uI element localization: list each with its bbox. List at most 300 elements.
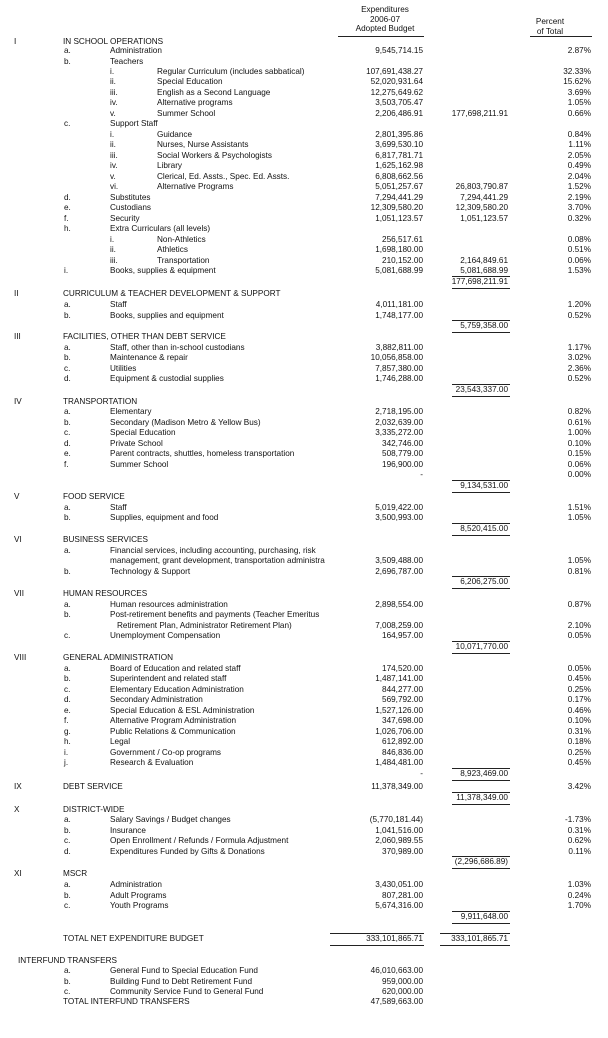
percent-cell: 1.03% bbox=[567, 880, 591, 889]
item-letter: a. bbox=[64, 600, 71, 609]
item-letter: c. bbox=[64, 119, 71, 128]
item-numeral: v. bbox=[110, 109, 116, 118]
item-numeral: iv. bbox=[110, 161, 118, 170]
amount-cell: 196,900.00 bbox=[382, 460, 423, 469]
amount-cell: 1,041,516.00 bbox=[375, 826, 423, 835]
item-label: Equipment & custodial supplies bbox=[110, 374, 224, 383]
amount-cell: 2,801,395.86 bbox=[375, 130, 423, 139]
item-numeral: iii. bbox=[110, 151, 118, 160]
item-letter: a. bbox=[64, 880, 71, 889]
item-letter: f. bbox=[64, 716, 69, 725]
item-letter: c. bbox=[64, 631, 71, 640]
subtotal-rule bbox=[452, 780, 510, 781]
percent-cell: 0.45% bbox=[567, 674, 591, 683]
item-label: Expenditures Funded by Gifts & Donations bbox=[110, 847, 265, 856]
header-line: Adopted Budget bbox=[355, 24, 415, 33]
amount-cell: 370,989.00 bbox=[382, 847, 423, 856]
section-heading: BUSINESS SERVICES bbox=[63, 535, 148, 544]
percent-cell: -1.73% bbox=[565, 815, 591, 824]
amount-cell: 5,051,257.67 bbox=[375, 182, 423, 191]
item-label: Elementary Education Administration bbox=[110, 685, 244, 694]
percent-cell: 3.70% bbox=[567, 203, 591, 212]
amount-cell: 52,020,931.64 bbox=[370, 77, 423, 86]
item-label: Salary Savings / Budget changes bbox=[110, 815, 231, 824]
subtotal-rule bbox=[452, 288, 510, 289]
subtotal-rule bbox=[452, 911, 510, 912]
amount-cell: 1,051,123.57 bbox=[375, 214, 423, 223]
subtotal-cell: 8,520,415.00 bbox=[460, 524, 508, 533]
item-letter: d. bbox=[64, 374, 71, 383]
percent-cell: 1.70% bbox=[567, 901, 591, 910]
item-label: Nurses, Nurse Assistants bbox=[157, 140, 249, 149]
percent-cell: 2.19% bbox=[567, 193, 591, 202]
amount-cell: 256,517.61 bbox=[382, 235, 423, 244]
total-rule bbox=[330, 945, 424, 946]
amount-cell: 959,000.00 bbox=[382, 977, 423, 986]
item-label: Extra Curriculars (all levels) bbox=[110, 224, 211, 233]
item-label: Retirement Plan, Administrator Retirement Plan) bbox=[117, 621, 292, 630]
item-letter: h. bbox=[64, 737, 71, 746]
percent-cell: 0.46% bbox=[567, 706, 591, 715]
header-rule bbox=[338, 36, 424, 37]
amount-cell: 7,008,259.00 bbox=[375, 621, 423, 630]
section-numeral: I bbox=[14, 37, 17, 46]
amount-cell: 4,011,181.00 bbox=[375, 300, 423, 309]
amount-cell: 347,698.00 bbox=[382, 716, 423, 725]
percent-cell: 0.31% bbox=[567, 826, 591, 835]
total-label: TOTAL INTERFUND TRANSFERS bbox=[63, 997, 190, 1006]
amount-cell: 2,718,195.00 bbox=[375, 407, 423, 416]
subtotal-rule bbox=[452, 332, 510, 333]
amount-cell: 612,892.00 bbox=[382, 737, 423, 746]
item-label: Summer School bbox=[110, 460, 169, 469]
item-letter: b. bbox=[64, 891, 71, 900]
item-numeral: ii. bbox=[110, 245, 116, 254]
subtotal-rule bbox=[452, 320, 510, 321]
item-numeral: iv. bbox=[110, 98, 118, 107]
item-numeral: vi. bbox=[110, 182, 119, 191]
subtotal-rule bbox=[452, 768, 510, 769]
subtotal-rule bbox=[452, 276, 510, 277]
amount-cell: 9,545,714.15 bbox=[375, 46, 423, 55]
item-numeral: i. bbox=[110, 235, 115, 244]
subtotal-rule bbox=[452, 856, 510, 857]
item-letter: j. bbox=[64, 758, 69, 767]
subtotal-cell: 10,071,770.00 bbox=[455, 642, 508, 651]
item-label: Staff bbox=[110, 300, 127, 309]
amount-cell: 12,275,649.62 bbox=[370, 88, 423, 97]
percent-cell: 0.15% bbox=[567, 449, 591, 458]
section-numeral: VI bbox=[14, 535, 22, 544]
item-label: Youth Programs bbox=[110, 901, 169, 910]
item-label: Utilities bbox=[110, 364, 137, 373]
subtotal-rule bbox=[452, 923, 510, 924]
header-rule bbox=[530, 36, 592, 37]
item-letter: i. bbox=[64, 748, 69, 757]
percent-cell: 0.62% bbox=[567, 836, 591, 845]
amount-cell: 107,691,438.27 bbox=[366, 67, 423, 76]
amount-cell: 3,509,488.00 bbox=[375, 556, 423, 565]
item-label: Special Education & ESL Administration bbox=[110, 706, 255, 715]
subtotal-cell: 1,051,123.57 bbox=[460, 214, 508, 223]
amount-cell: 11,378,349.00 bbox=[371, 782, 423, 791]
amount-cell: 569,792.00 bbox=[382, 695, 423, 704]
percent-cell: 2.36% bbox=[567, 364, 591, 373]
subtotal-cell: 7,294,441.29 bbox=[460, 193, 508, 202]
percent-cell: 2.10% bbox=[567, 621, 591, 630]
percent-cell: 32.33% bbox=[563, 67, 591, 76]
amount-cell: 7,857,380.00 bbox=[375, 364, 423, 373]
percent-cell: 3.42% bbox=[567, 782, 591, 791]
item-label: Maintenance & repair bbox=[110, 353, 188, 362]
amount-cell: 508,779.00 bbox=[382, 449, 423, 458]
section-heading: FACILITIES, OTHER THAN DEBT SERVICE bbox=[63, 332, 226, 341]
header-line: Expenditures bbox=[361, 5, 409, 14]
item-label: Human resources administration bbox=[110, 600, 228, 609]
item-letter: f. bbox=[64, 460, 69, 469]
amount-cell: 3,882,811.00 bbox=[375, 343, 423, 352]
item-label: Alternative Program Administration bbox=[110, 716, 237, 725]
item-numeral: iii. bbox=[110, 88, 118, 97]
percent-cell: 3.69% bbox=[567, 88, 591, 97]
subtotal-cell: 5,759,358.00 bbox=[460, 321, 508, 330]
item-letter: e. bbox=[64, 449, 71, 458]
section-numeral: IX bbox=[14, 782, 22, 791]
amount-cell: 1,748,177.00 bbox=[375, 311, 423, 320]
percent-cell: 1.00% bbox=[567, 428, 591, 437]
amount-cell: 3,430,051.00 bbox=[375, 880, 423, 889]
percent-cell: 0.17% bbox=[567, 695, 591, 704]
amount-cell: 844,277.00 bbox=[382, 685, 423, 694]
item-numeral: ii. bbox=[110, 77, 116, 86]
header-line: of Total bbox=[536, 26, 564, 36]
item-label: Supplies, equipment and food bbox=[110, 513, 219, 522]
item-label: Building Fund to Debt Retirement Fund bbox=[110, 977, 252, 986]
percent-cell: 1.51% bbox=[567, 503, 591, 512]
item-label: Legal bbox=[110, 737, 131, 746]
percent-cell: 1.17% bbox=[567, 343, 591, 352]
subtotal-cell: 26,803,790.87 bbox=[455, 182, 508, 191]
item-label: General Fund to Special Education Fund bbox=[110, 966, 258, 975]
percent-cell: 0.52% bbox=[567, 311, 591, 320]
section-numeral: XI bbox=[14, 869, 22, 878]
item-letter: c. bbox=[64, 987, 71, 996]
percent-cell: 1.05% bbox=[567, 513, 591, 522]
percent-cell: 2.05% bbox=[567, 151, 591, 160]
item-letter: a. bbox=[64, 664, 71, 673]
percent-cell: 0.18% bbox=[567, 737, 591, 746]
subtotal-rule bbox=[452, 653, 510, 654]
amount-cell: 5,081,688.99 bbox=[375, 266, 423, 275]
section-numeral: VIII bbox=[14, 653, 27, 662]
item-numeral: iii. bbox=[110, 256, 118, 265]
item-label: Administration bbox=[110, 46, 162, 55]
subtotal-rule bbox=[452, 523, 510, 524]
item-label: Administration bbox=[110, 880, 162, 889]
item-label: Social Workers & Psychologists bbox=[157, 151, 272, 160]
percent-cell: 0.31% bbox=[567, 727, 591, 736]
subtotal-cell: 177,698,211.91 bbox=[451, 109, 508, 118]
item-label: English as a Second Language bbox=[157, 88, 271, 97]
subtotal-cell: 9,911,648.00 bbox=[460, 912, 508, 921]
item-label: Community Service Fund to General Fund bbox=[110, 987, 264, 996]
subtotal-cell: 12,309,580.20 bbox=[455, 203, 508, 212]
item-label: Parent contracts, shuttles, homeless transportation bbox=[110, 449, 295, 458]
item-letter: b. bbox=[64, 610, 71, 619]
item-letter: a. bbox=[64, 503, 71, 512]
percent-cell: 2.87% bbox=[567, 46, 591, 55]
amount-cell: 1,484,481.00 bbox=[375, 758, 423, 767]
subtotal-rule bbox=[452, 868, 510, 869]
item-label: Government / Co-op programs bbox=[110, 748, 222, 757]
subtotal-rule bbox=[452, 792, 510, 793]
item-letter: d. bbox=[64, 847, 71, 856]
total-rule bbox=[330, 933, 424, 934]
item-letter: a. bbox=[64, 343, 71, 352]
item-letter: b. bbox=[64, 353, 71, 362]
item-numeral: i. bbox=[110, 130, 115, 139]
section-heading: TRANSPORTATION bbox=[63, 397, 138, 406]
subtotal-cell: 2,164,849.61 bbox=[460, 256, 508, 265]
item-label: Post-retirement benefits and payments (Teacher Emeritus bbox=[110, 610, 320, 619]
percent-cell: 0.52% bbox=[567, 374, 591, 383]
percent-cell: 1.05% bbox=[567, 98, 591, 107]
item-letter: a. bbox=[64, 815, 71, 824]
percent-cell: 0.51% bbox=[567, 245, 591, 254]
item-label: Insurance bbox=[110, 826, 146, 835]
amount-cell: - bbox=[420, 769, 423, 778]
amount-cell: 2,032,639.00 bbox=[375, 418, 423, 427]
section-heading: DISTRICT-WIDE bbox=[63, 805, 125, 814]
section-heading: IN SCHOOL OPERATIONS bbox=[63, 37, 164, 46]
subtotal-cell: 9,134,531.00 bbox=[460, 481, 508, 490]
item-label: Books, supplies and equipment bbox=[110, 311, 224, 320]
item-letter: e. bbox=[64, 203, 71, 212]
item-label: Special Education bbox=[157, 77, 223, 86]
item-label: Private School bbox=[110, 439, 163, 448]
section-numeral: II bbox=[14, 289, 19, 298]
amount-cell: 3,500,993.00 bbox=[375, 513, 423, 522]
percent-cell: 0.08% bbox=[567, 235, 591, 244]
subtotal-cell: 23,543,337.00 bbox=[455, 385, 508, 394]
amount-cell: 2,060,989.55 bbox=[375, 836, 423, 845]
item-letter: c. bbox=[64, 364, 71, 373]
section-heading: GENERAL ADMINISTRATION bbox=[63, 653, 174, 662]
percent-cell: 0.32% bbox=[567, 214, 591, 223]
item-label: Superintendent and related staff bbox=[110, 674, 227, 683]
item-letter: b. bbox=[64, 418, 71, 427]
amount-cell: 1,527,126.00 bbox=[375, 706, 423, 715]
amount-cell: 6,817,781.71 bbox=[375, 151, 423, 160]
item-label: Alternative Programs bbox=[157, 182, 234, 191]
header-line: 2006-07 bbox=[369, 14, 401, 24]
percent-cell: 2.04% bbox=[567, 172, 591, 181]
item-letter: b. bbox=[64, 513, 71, 522]
percent-cell: 0.25% bbox=[567, 748, 591, 757]
amount-cell: - bbox=[420, 470, 423, 479]
percent-cell: 1.52% bbox=[567, 182, 591, 191]
item-letter: b. bbox=[64, 977, 71, 986]
item-letter: a. bbox=[64, 46, 71, 55]
section-numeral: X bbox=[14, 805, 20, 814]
subtotal-rule bbox=[452, 641, 510, 642]
section-heading: MSCR bbox=[63, 869, 88, 878]
subtotal-rule bbox=[452, 384, 510, 385]
item-letter: e. bbox=[64, 706, 71, 715]
amount-cell: 164,957.00 bbox=[382, 631, 423, 640]
header-line: Percent bbox=[535, 17, 565, 26]
subtotal-cell: 8,923,469.00 bbox=[460, 769, 508, 778]
item-label: Public Relations & Communication bbox=[110, 727, 236, 736]
item-label: Summer School bbox=[157, 109, 216, 118]
item-letter: d. bbox=[64, 439, 71, 448]
subtotal-rule bbox=[452, 492, 510, 493]
amount-cell: 3,699,530.10 bbox=[375, 140, 423, 149]
expenditures-header bbox=[330, 5, 440, 34]
item-letter: i. bbox=[64, 266, 69, 275]
item-letter: c. bbox=[64, 901, 71, 910]
amount-cell: 620,000.00 bbox=[382, 987, 423, 996]
percent-cell: 1.05% bbox=[567, 556, 591, 565]
percent-cell: 0.45% bbox=[567, 758, 591, 767]
section-heading: HUMAN RESOURCES bbox=[63, 589, 148, 598]
item-label: Staff bbox=[110, 503, 127, 512]
percent-cell: 0.10% bbox=[567, 716, 591, 725]
section-heading: CURRICULUM & TEACHER DEVELOPMENT & SUPPORT bbox=[63, 289, 281, 298]
percent-cell: 0.82% bbox=[567, 407, 591, 416]
subtotal-cell: 333,101,865.71 bbox=[451, 934, 508, 943]
item-letter: f. bbox=[64, 214, 69, 223]
total-rule bbox=[440, 945, 510, 946]
item-label: Alternative programs bbox=[157, 98, 233, 107]
item-letter: a. bbox=[64, 966, 71, 975]
amount-cell: 2,696,787.00 bbox=[375, 567, 423, 576]
subtotal-rule bbox=[452, 396, 510, 397]
item-label: Custodians bbox=[110, 203, 151, 212]
item-label: Substitutes bbox=[110, 193, 151, 202]
amount-cell: 5,674,316.00 bbox=[375, 901, 423, 910]
amount-cell: 210,152.00 bbox=[382, 256, 423, 265]
item-label: Open Enrollment / Refunds / Formula Adjustment bbox=[110, 836, 289, 845]
item-letter: d. bbox=[64, 193, 71, 202]
percent-cell: 0.10% bbox=[567, 439, 591, 448]
percent-cell: 0.66% bbox=[567, 109, 591, 118]
amount-cell: 807,281.00 bbox=[382, 891, 423, 900]
total-rule bbox=[440, 933, 510, 934]
amount-cell: 10,056,858.00 bbox=[370, 353, 423, 362]
item-letter: a. bbox=[64, 407, 71, 416]
percent-cell: 0.49% bbox=[567, 161, 591, 170]
item-letter: a. bbox=[64, 300, 71, 309]
percent-cell: 1.53% bbox=[567, 266, 591, 275]
item-label: Technology & Support bbox=[110, 567, 191, 576]
subtotal-cell: 177,698,211.91 bbox=[451, 277, 508, 286]
percent-cell: 1.20% bbox=[567, 300, 591, 309]
item-letter: h. bbox=[64, 224, 71, 233]
section-numeral: III bbox=[14, 332, 21, 341]
amount-cell: 174,520.00 bbox=[382, 664, 423, 673]
amount-cell: 46,010,663.00 bbox=[370, 966, 423, 975]
subtotal-cell: 11,378,349.00 bbox=[456, 793, 508, 802]
percent-cell: 0.81% bbox=[567, 567, 591, 576]
amount-cell: 846,836.00 bbox=[382, 748, 423, 757]
amount-cell: 47,589,663.00 bbox=[370, 997, 423, 1006]
item-label: Secondary (Madison Metro & Yellow Bus) bbox=[110, 418, 261, 427]
item-label: Staff, other than in-school custodians bbox=[110, 343, 245, 352]
section-numeral: V bbox=[14, 492, 20, 501]
amount-cell: 3,503,705.47 bbox=[375, 98, 423, 107]
percent-cell: 0.11% bbox=[568, 847, 591, 856]
item-label: Board of Education and related staff bbox=[110, 664, 241, 673]
item-label: Elementary bbox=[110, 407, 152, 416]
item-label: Books, supplies & equipment bbox=[110, 266, 216, 275]
percent-cell: 0.05% bbox=[567, 631, 591, 640]
item-label: Non-Athletics bbox=[157, 235, 206, 244]
item-letter: b. bbox=[64, 674, 71, 683]
percent-header bbox=[520, 17, 580, 36]
percent-cell: 0.00% bbox=[567, 470, 591, 479]
item-label: Regular Curriculum (includes sabbatical) bbox=[157, 67, 305, 76]
amount-cell: 342,746.00 bbox=[382, 439, 423, 448]
subtotal-rule bbox=[452, 535, 510, 536]
item-letter: c. bbox=[64, 836, 71, 845]
item-label: Special Education bbox=[110, 428, 176, 437]
item-label: Adult Programs bbox=[110, 891, 167, 900]
item-label: management, grant development, transportation administra bbox=[110, 556, 325, 565]
section-heading: FOOD SERVICE bbox=[63, 492, 125, 501]
percent-cell: 0.25% bbox=[567, 685, 591, 694]
percent-cell: 15.62% bbox=[563, 77, 591, 86]
subtotal-rule bbox=[452, 576, 510, 577]
section-heading: INTERFUND TRANSFERS bbox=[18, 956, 118, 965]
item-numeral: v. bbox=[110, 172, 116, 181]
amount-cell: 333,101,865.71 bbox=[366, 934, 423, 943]
item-label: Teachers bbox=[110, 57, 144, 66]
subtotal-cell: 6,206,275.00 bbox=[460, 577, 508, 586]
percent-cell: 0.06% bbox=[567, 256, 591, 265]
item-label: Support Staff bbox=[110, 119, 158, 128]
item-letter: a. bbox=[64, 546, 71, 555]
percent-cell: 3.02% bbox=[567, 353, 591, 362]
total-label: TOTAL NET EXPENDITURE BUDGET bbox=[63, 934, 204, 943]
item-label: Financial services, including accounting, purchasing, risk bbox=[110, 546, 316, 555]
item-label: Library bbox=[157, 161, 183, 170]
subtotal-cell: (2,296,686.89) bbox=[454, 857, 508, 866]
amount-cell: 1,487,141.00 bbox=[375, 674, 423, 683]
subtotal-rule bbox=[452, 588, 510, 589]
percent-cell: 0.61% bbox=[567, 418, 591, 427]
item-letter: c. bbox=[64, 428, 71, 437]
item-label: Athletics bbox=[157, 245, 188, 254]
amount-cell: 1,625,162.98 bbox=[375, 161, 423, 170]
percent-cell: 0.24% bbox=[567, 891, 591, 900]
percent-cell: 1.11% bbox=[568, 140, 591, 149]
item-label: Security bbox=[110, 214, 140, 223]
section-numeral: VII bbox=[14, 589, 25, 598]
amount-cell: 2,898,554.00 bbox=[375, 600, 423, 609]
amount-cell: 3,335,272.00 bbox=[375, 428, 423, 437]
amount-cell: 2,206,486.91 bbox=[375, 109, 423, 118]
subtotal-cell: 5,081,688.99 bbox=[460, 266, 508, 275]
amount-cell: 1,746,288.00 bbox=[375, 374, 423, 383]
item-letter: b. bbox=[64, 826, 71, 835]
item-label: Unemployment Compensation bbox=[110, 631, 221, 640]
section-heading: DEBT SERVICE bbox=[63, 782, 123, 791]
percent-cell: 0.06% bbox=[567, 460, 591, 469]
amount-cell: 6,808,662.56 bbox=[375, 172, 423, 181]
item-letter: c. bbox=[64, 685, 71, 694]
item-label: Secondary Administration bbox=[110, 695, 203, 704]
